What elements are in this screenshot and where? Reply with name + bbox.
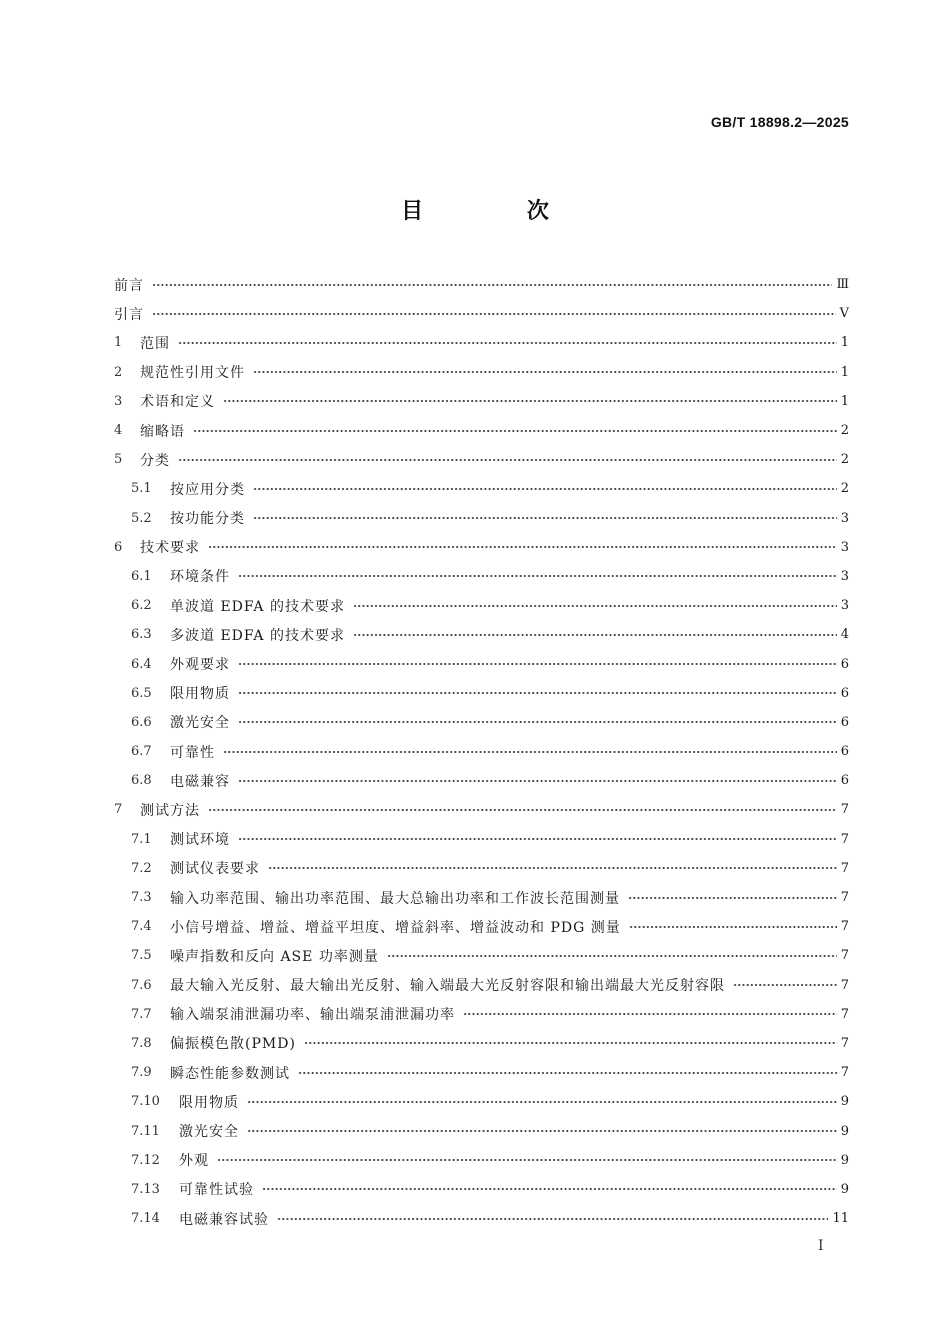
- toc-entry-number: 6.6: [131, 714, 152, 730]
- toc-entry-number: 6.3: [131, 627, 152, 643]
- toc-entry-page: 7: [840, 802, 849, 818]
- toc-entry-number: 7.5: [131, 948, 152, 964]
- dot-leader: [387, 949, 837, 963]
- toc-entry[interactable]: [114, 328, 849, 357]
- toc-entry-page: 7: [840, 977, 849, 993]
- toc-entry-label: 按应用分类: [170, 481, 245, 498]
- toc-entry-number: 7.10: [131, 1094, 160, 1110]
- toc-entry-page: 9: [840, 1094, 849, 1110]
- toc-entry-number: 7.4: [131, 919, 152, 935]
- dot-leader: [304, 1036, 837, 1050]
- toc-entry-number: 5.1: [131, 481, 152, 497]
- page-number: I: [818, 1238, 824, 1254]
- dot-leader: [247, 1124, 837, 1138]
- toc-entry-page: 1: [840, 364, 849, 380]
- toc-entry-label: 瞬态性能参数测试: [170, 1065, 290, 1082]
- toc-entry-label: 多波道 EDFA 的技术要求: [170, 627, 345, 644]
- toc-entry[interactable]: [114, 912, 849, 941]
- toc-entry[interactable]: [114, 562, 849, 591]
- toc-entry[interactable]: [114, 766, 849, 795]
- toc-entry-number: 7.8: [131, 1035, 152, 1051]
- toc-entry-number: 6.7: [131, 744, 152, 760]
- dot-leader: [152, 278, 832, 292]
- toc-entry-page: 6: [840, 744, 849, 760]
- page-title: 目 次: [401, 199, 597, 224]
- toc-entry-label: 激光安全: [170, 715, 230, 732]
- toc-entry-page: 7: [840, 919, 849, 935]
- toc-entry[interactable]: [114, 1116, 849, 1145]
- dot-leader: [238, 832, 837, 846]
- toc-entry[interactable]: [114, 649, 849, 678]
- toc-entry-page: 6: [840, 714, 849, 730]
- toc-entry-page: 7: [840, 1065, 849, 1081]
- toc-entry-number: 7.13: [131, 1181, 160, 1197]
- toc-entry-label: 激光安全: [179, 1124, 239, 1141]
- toc-entry-label: 输入功率范围、输出功率范围、最大总输出功率和工作波长范围测量: [170, 890, 620, 907]
- dot-leader: [223, 394, 837, 408]
- toc-entry-page: 11: [832, 1211, 849, 1227]
- toc-entry-label: 电磁兼容试验: [179, 1211, 269, 1228]
- toc-entry-number: 6.8: [131, 773, 152, 789]
- toc-entry[interactable]: [114, 825, 849, 854]
- toc-entry-label: 小信号增益、增益、增益平坦度、增益斜率、增益波动和 PDG 测量: [170, 919, 621, 936]
- toc-entry-number: 7.14: [131, 1211, 160, 1227]
- toc-entry[interactable]: [114, 941, 849, 970]
- toc-entry-number: 5.2: [131, 510, 152, 526]
- dot-leader: [178, 453, 837, 467]
- toc-entry-label: 外观要求: [170, 657, 230, 674]
- toc-entry-number: 7.3: [131, 890, 152, 906]
- toc-entry[interactable]: [114, 620, 849, 649]
- toc-entry-page: Ⅲ: [836, 277, 849, 293]
- toc-entry-page: 9: [840, 1152, 849, 1168]
- toc-entry-page: 1: [840, 393, 849, 409]
- dot-leader: [238, 774, 837, 788]
- toc-entry-label: 规范性引用文件: [140, 365, 245, 382]
- dot-leader: [238, 569, 837, 583]
- dot-leader: [152, 307, 836, 321]
- toc-entry-number: 5: [114, 452, 123, 468]
- dot-leader: [353, 628, 837, 642]
- toc-entry-page: Ⅴ: [839, 306, 849, 322]
- dot-leader: [733, 978, 837, 992]
- toc-entry-number: 7.7: [131, 1006, 152, 1022]
- toc-entry-page: 4: [840, 627, 849, 643]
- dot-leader: [253, 365, 837, 379]
- toc-entry-page: 7: [840, 831, 849, 847]
- dot-leader: [277, 1212, 828, 1226]
- toc-entry-number: 6.5: [131, 685, 152, 701]
- toc-entry-label: 术语和定义: [140, 394, 215, 411]
- toc-entry[interactable]: [114, 1058, 849, 1087]
- toc-entry[interactable]: [114, 504, 849, 533]
- toc-entry-label: 缩略语: [140, 423, 185, 440]
- dot-leader: [247, 1095, 837, 1109]
- toc-entry-label: 噪声指数和反向 ASE 功率测量: [170, 948, 379, 965]
- toc-entry-page: 3: [840, 568, 849, 584]
- toc-entry-number: 6.2: [131, 598, 152, 614]
- toc-entry-label: 限用物质: [170, 686, 230, 703]
- toc-entry-number: 3: [114, 393, 123, 409]
- toc-entry[interactable]: [114, 883, 849, 912]
- dot-leader: [178, 336, 837, 350]
- toc-entry[interactable]: [114, 591, 849, 620]
- toc-entry[interactable]: [114, 1087, 849, 1116]
- toc-entry-label: 输入端泵浦泄漏功率、输出端泵浦泄漏功率: [170, 1007, 455, 1024]
- toc-entry-number: 6: [114, 539, 123, 555]
- toc-entry-number: 6.4: [131, 656, 152, 672]
- toc-entry[interactable]: [114, 971, 849, 1000]
- toc-entry-page: 7: [840, 1006, 849, 1022]
- dot-leader: [238, 715, 837, 729]
- toc-entry[interactable]: [114, 1204, 849, 1233]
- toc-entry-page: 3: [840, 539, 849, 555]
- toc-entry-label: 测试环境: [170, 832, 230, 849]
- toc-entry-page: 6: [840, 656, 849, 672]
- toc-entry[interactable]: [114, 854, 849, 883]
- dot-leader: [463, 1007, 837, 1021]
- toc-entry[interactable]: [114, 270, 849, 299]
- dot-leader: [628, 891, 837, 905]
- toc-entry-page: 9: [840, 1181, 849, 1197]
- toc-entry[interactable]: [114, 299, 849, 328]
- toc-entry-number: 7.11: [131, 1123, 160, 1139]
- toc-entry[interactable]: [114, 474, 849, 503]
- toc-entry[interactable]: [114, 679, 849, 708]
- toc-entry-label: 测试仪表要求: [170, 861, 260, 878]
- dot-leader: [217, 1153, 837, 1167]
- toc-entry-number: 1: [114, 335, 123, 351]
- standard-code: GB/T 18898.2—2025: [710, 114, 849, 130]
- dot-leader: [298, 1066, 837, 1080]
- dot-leader: [208, 803, 837, 817]
- toc-entry-page: 3: [840, 510, 849, 526]
- toc-entry-label: 范围: [140, 335, 170, 352]
- toc-entry-number: 7.12: [131, 1152, 160, 1168]
- toc-entry-page: 7: [840, 948, 849, 964]
- toc-entry-number: 2: [114, 364, 123, 380]
- toc-entry-label: 可靠性试验: [179, 1182, 254, 1199]
- toc-entry[interactable]: [114, 416, 849, 445]
- toc-entry[interactable]: [114, 1146, 849, 1175]
- toc-entry-label: 按功能分类: [170, 511, 245, 528]
- toc-entry[interactable]: [114, 1175, 849, 1204]
- toc-entry-page: 3: [840, 598, 849, 614]
- toc-entry-label: 引言: [114, 306, 144, 323]
- toc-entry[interactable]: [114, 358, 849, 387]
- dot-leader: [223, 745, 837, 759]
- toc-entry-number: 7.6: [131, 977, 152, 993]
- toc-entry[interactable]: [114, 445, 849, 474]
- toc-entry[interactable]: [114, 1000, 849, 1029]
- toc-entry-page: 9: [840, 1123, 849, 1139]
- dot-leader: [262, 1182, 837, 1196]
- dot-leader: [629, 920, 837, 934]
- dot-leader: [253, 482, 837, 496]
- toc-entry[interactable]: [114, 737, 849, 766]
- toc-entry-label: 前言: [114, 277, 144, 294]
- toc-entry-page: 2: [840, 481, 849, 497]
- toc-entry-label: 电磁兼容: [170, 773, 230, 790]
- dot-leader: [268, 861, 837, 875]
- dot-leader: [193, 424, 837, 438]
- dot-leader: [208, 540, 837, 554]
- toc-entry-number: 7: [114, 802, 123, 818]
- dot-leader: [238, 686, 837, 700]
- dot-leader: [238, 657, 837, 671]
- toc-entry-label: 环境条件: [170, 569, 230, 586]
- toc-entry-label: 限用物质: [179, 1094, 239, 1111]
- toc-entry-number: 7.9: [131, 1065, 152, 1081]
- toc-entry-number: 7.1: [131, 831, 152, 847]
- toc-entry-page: 6: [840, 773, 849, 789]
- toc-entry-page: 7: [840, 890, 849, 906]
- toc-entry-label: 单波道 EDFA 的技术要求: [170, 598, 345, 615]
- toc-entry-label: 最大输入光反射、最大输出光反射、输入端最大光反射容限和输出端最大光反射容限: [170, 978, 725, 995]
- toc-entry-label: 测试方法: [140, 802, 200, 819]
- toc-entry-label: 分类: [140, 452, 170, 469]
- toc-entry-label: 可靠性: [170, 744, 215, 761]
- toc-entry-page: 2: [840, 423, 849, 439]
- toc-entry-label: 技术要求: [140, 540, 200, 557]
- toc-entry-page: 7: [840, 1035, 849, 1051]
- toc-entry-number: 4: [114, 423, 123, 439]
- table-of-contents: [114, 270, 849, 1233]
- toc-entry-label: 外观: [179, 1153, 209, 1170]
- toc-entry-number: 6.1: [131, 568, 152, 584]
- dot-leader: [253, 511, 837, 525]
- toc-entry-page: 2: [840, 452, 849, 468]
- toc-entry[interactable]: [114, 1029, 849, 1058]
- toc-entry-page: 1: [840, 335, 849, 351]
- toc-entry-number: 7.2: [131, 860, 152, 876]
- dot-leader: [353, 599, 837, 613]
- toc-entry[interactable]: [114, 533, 849, 562]
- toc-entry-label: 偏振模色散(PMD): [170, 1036, 296, 1053]
- toc-entry-page: 7: [840, 860, 849, 876]
- toc-entry[interactable]: [114, 708, 849, 737]
- toc-entry-page: 6: [840, 685, 849, 701]
- toc-entry[interactable]: [114, 387, 849, 416]
- toc-entry[interactable]: [114, 795, 849, 824]
